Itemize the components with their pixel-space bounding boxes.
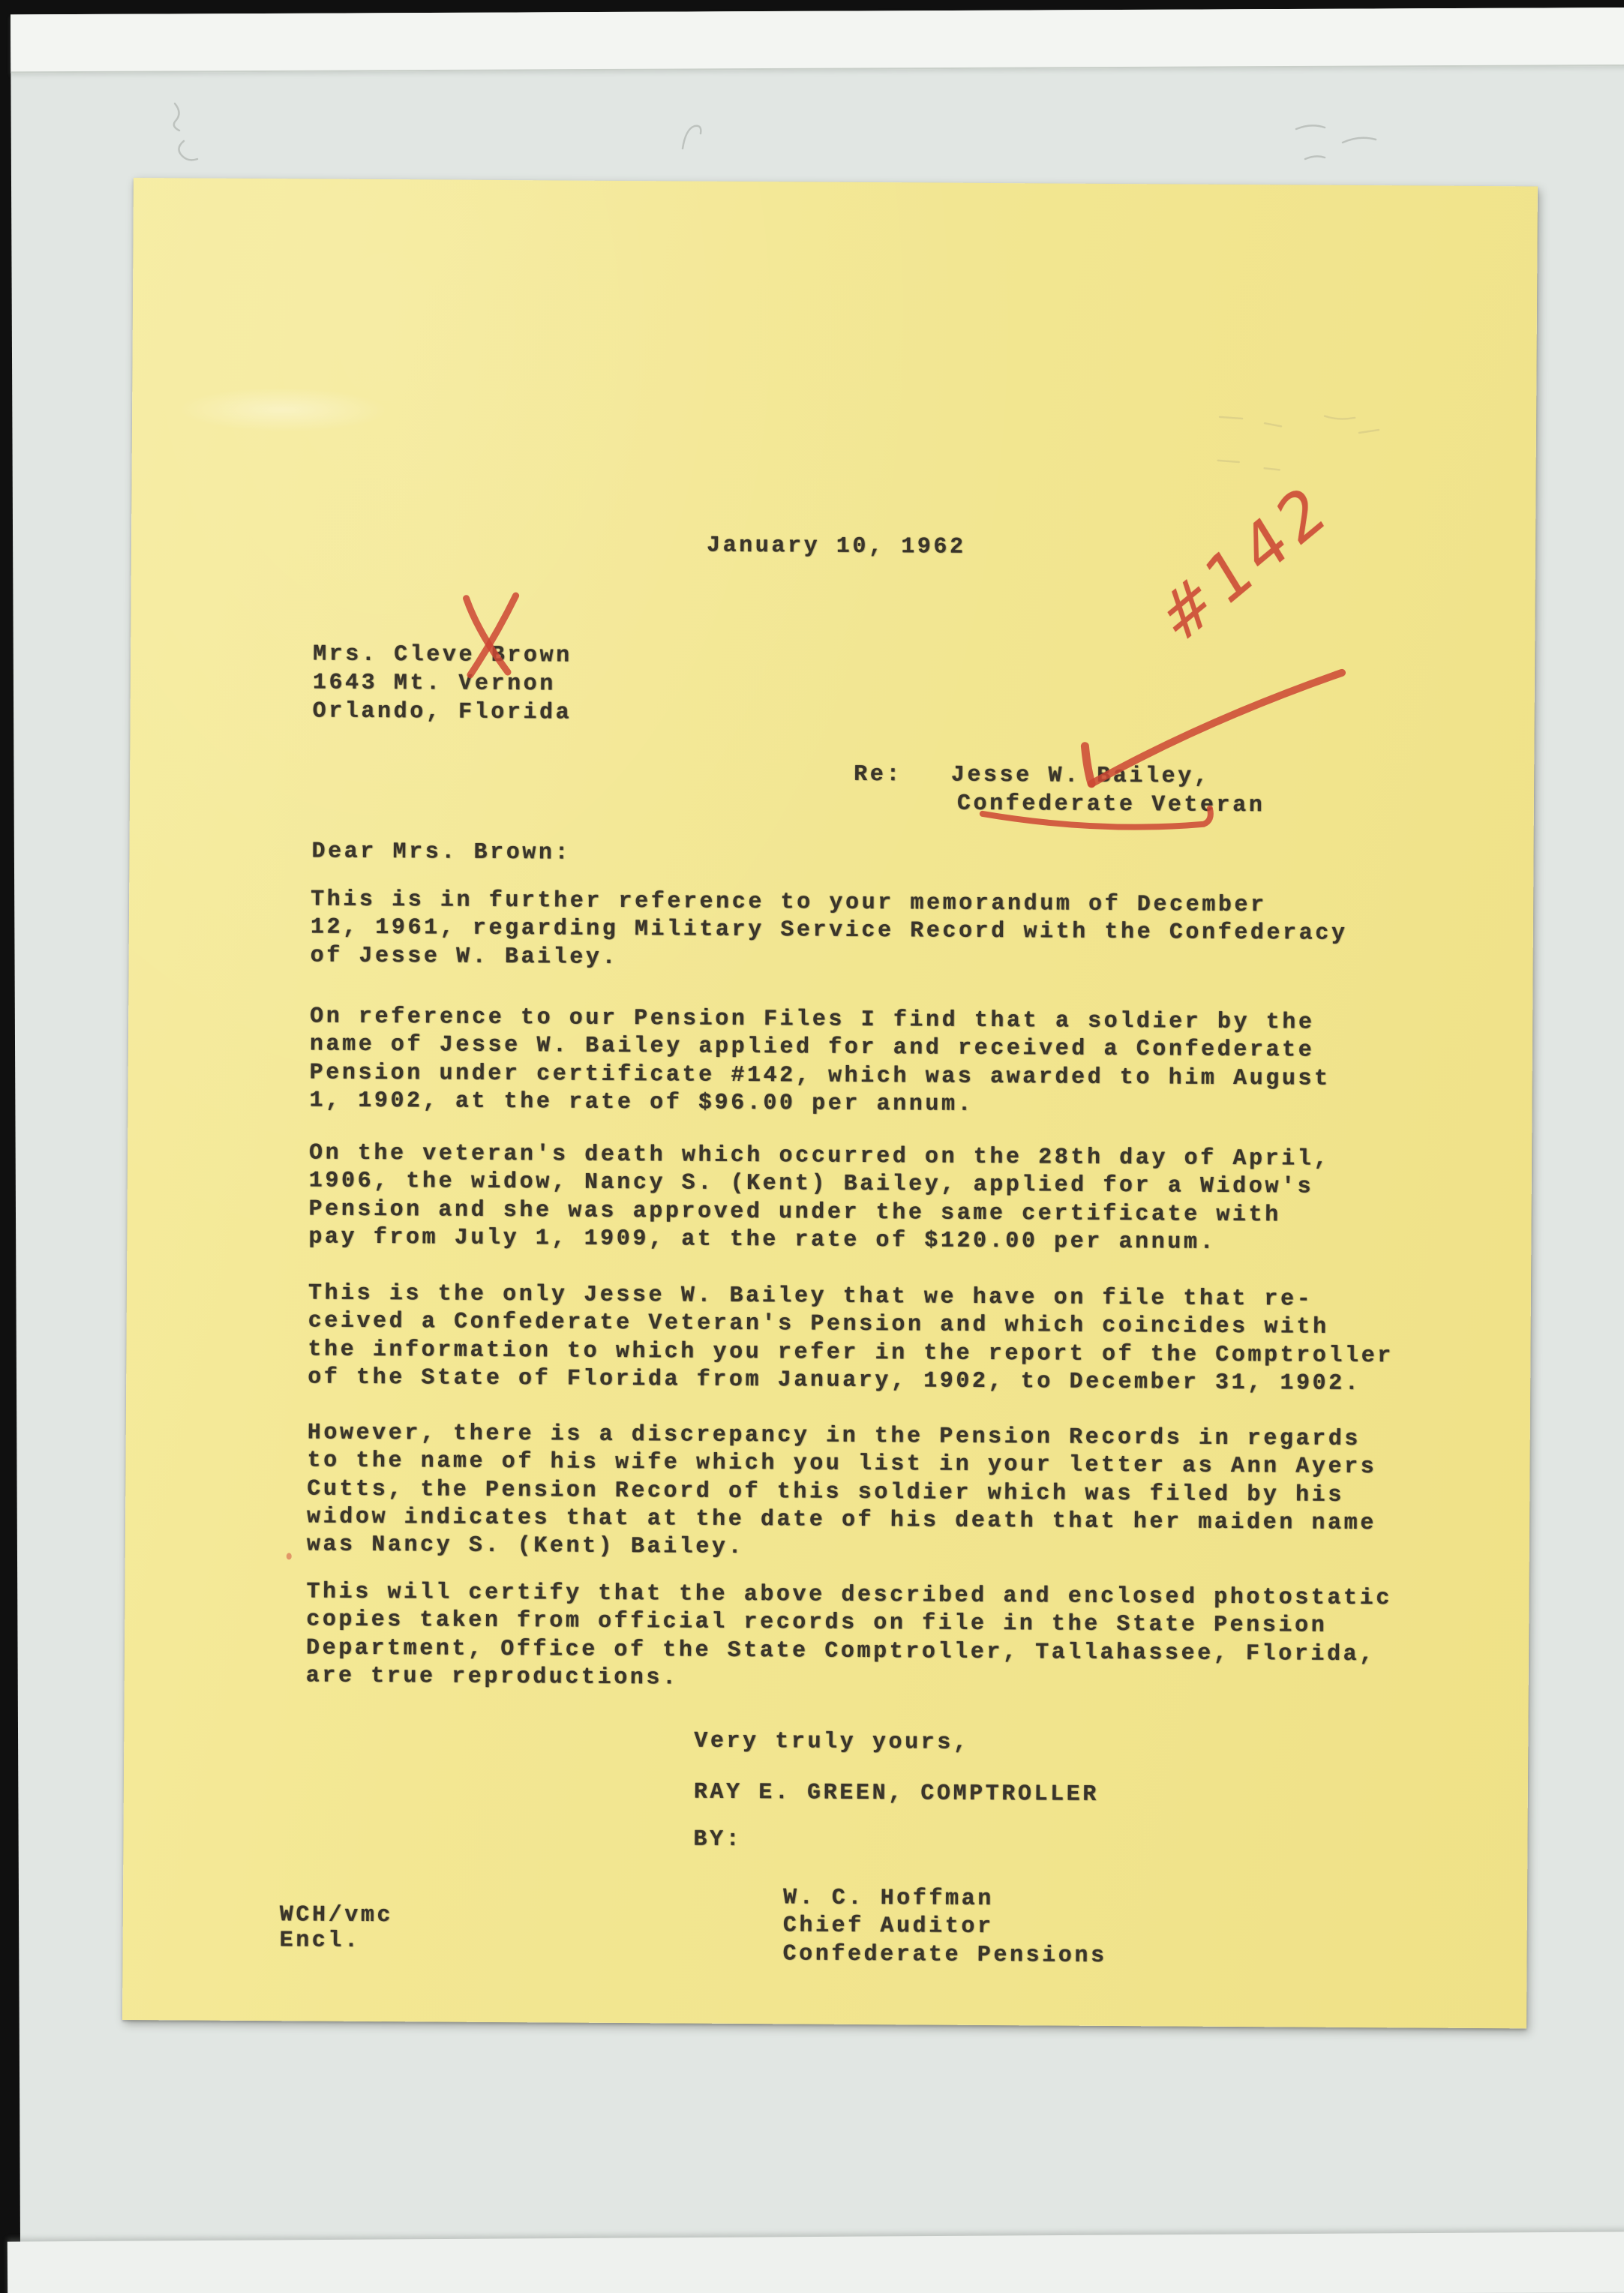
recipient-address: Mrs. Cleve Brown 1643 Mt. Vernon Orlando, Florida — [312, 641, 572, 726]
pencil-smudge-top-right — [1290, 113, 1388, 173]
red-ink-speck — [287, 1553, 292, 1559]
pencil-smudge-top-left — [161, 98, 221, 173]
signature-block: W. C. Hoffman Chief Auditor Confederate Pensions — [782, 1885, 1107, 1969]
pencil-smudge-top-center — [675, 119, 720, 156]
reference-initials-block: WCH/vmc Encl. — [279, 1902, 394, 1954]
letter-paper — [122, 178, 1538, 2028]
paragraph-6: This will certify that the above described and enclosed photostatic copies taken from official records on file in the State Pension Department, Office of the State Comptroller, Tallahassee, Florida, are true reproductions. — [305, 1579, 1392, 1691]
paragraph-3: On the veteran's death which occurred on the 28th day of April, 1906, the widow, Nancy S. (Kent) Bailey, applied for a Widow's Pension and she was approved under the same certificate with pay from July 1, 1909, at the rate of $120.00 per annum. — [308, 1140, 1331, 1256]
by-label: BY: — [693, 1826, 743, 1853]
subject-line: Re: Jesse W. Bailey, — [854, 761, 1211, 790]
subject-line-2: Confederate Veteran — [956, 791, 1265, 819]
paragraph-2: On reference to our Pension Files I find that a soldier by the name of Jesse W. Bailey applied for and received a Confederate Pension under certificate #142, which was awarded to him August 1, 1902, at the rate of $96.00 per annum. — [309, 1004, 1331, 1118]
salutation: Dear Mrs. Brown: — [311, 839, 572, 866]
scan-bottom-sheet-edge — [8, 2231, 1624, 2293]
letter-date: January 10, 1962 — [706, 533, 966, 560]
red-x-annotation — [449, 591, 525, 682]
closing-phrase: Very truly yours, — [694, 1728, 970, 1756]
paragraph-1: This is in further reference to your memorandum of December 12, 1961, regarding Military Service Record with the Confederacy of Jesse W. Bailey. — [310, 887, 1348, 971]
red-underline-annotation — [983, 807, 1211, 827]
paragraph-4: This is the only Jesse W. Bailey that we have on file that re- ceived a Confederate Veteran's Pension and which coincides with the information to which you refer in the report of the Comptroller of the State of Florida from January, 1902, to December 31, 1902. — [308, 1280, 1394, 1397]
red-check-annotation — [955, 648, 1376, 853]
scan-top-band — [11, 8, 1624, 73]
signer-name: RAY E. GREEN, COMPTROLLER — [693, 1779, 1100, 1808]
paragraph-5: However, there is a discrepancy in the Pension Records in regards to the name of his wife which you list in your letter as Ann Ayers Cutts, the Pension Record of this soldier which was filed by his widow indicates that at the date of his death that her maiden name was Nancy S. (Kent) Bailey. — [306, 1420, 1377, 1561]
paper-crease-mark — [177, 386, 387, 433]
case-number-annotation: #142 — [1147, 467, 1342, 660]
